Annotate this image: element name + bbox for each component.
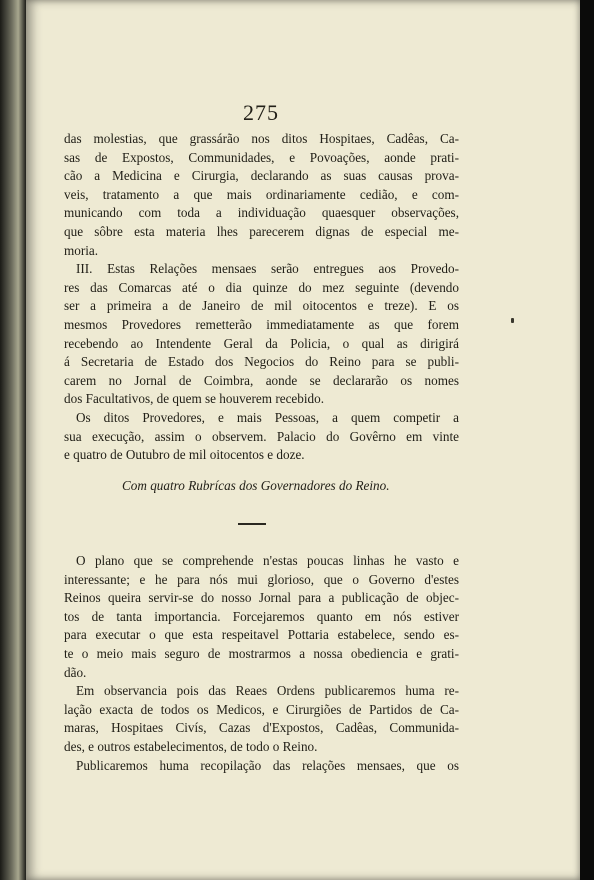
text-line: Publicaremos huma recopilação das relações mensaes, que os: [76, 757, 459, 773]
text-line: sas de Expostos, Communidades, e Povoações, aonde prati-: [64, 149, 459, 165]
text-line: ser a primeira a de Janeiro de mil oitocentos e treze). E os: [64, 298, 459, 314]
text-line: III. Estas Relações mensaes serão entregues aos Provedo-: [76, 261, 459, 277]
text-line: O plano que se comprehende n'estas poucas linhas he vasto e: [76, 553, 459, 568]
text-line: das molestias, que grassárão nos ditos Hospitaes, Cadêas, Ca-: [64, 131, 459, 146]
book-page: [26, 0, 580, 880]
text-line: des, e outros estabelecimentos, de todo o Reino.: [64, 738, 318, 754]
ink-spot: [511, 318, 514, 323]
text-line: cão a Medicina e Cirurgia, declarando as suas causas prova-: [64, 168, 459, 184]
text-line: e quatro de Outubro de mil oitocentos e doze.: [64, 447, 305, 463]
text-line: municando com toda a individuação quaesquer observações,: [64, 205, 459, 221]
text-line: Em observancia pois das Reaes Ordens publicaremos huma re-: [76, 683, 459, 699]
text-line: moria.: [64, 242, 99, 258]
text-line: para executar o que esta respeitavel Pottaria estabelece, sendo es-: [64, 627, 459, 643]
text-line: dos Facultativos, de quem se houverem recebido.: [64, 391, 325, 407]
text-line: sua execução, assim o observem. Palacio do Govêrno em vinte: [64, 428, 459, 444]
text-line: te o meio mais seguro de mostrarmos a nossa obediencia e grati-: [64, 645, 459, 661]
editorial-text-block: [64, 552, 459, 775]
text-line: maras, Hospitaes Civís, Cazas d'Expostos, Cadêas, Communida-: [64, 720, 459, 736]
text-line: que sôbre esta materia lhes parecerem dignas de especial me-: [64, 223, 459, 239]
text-line: dão.: [64, 664, 87, 680]
signature-line: Com quatro Rubrícas dos Governadores do Reino.: [122, 478, 390, 493]
text-line: lação exacta de todos os Medicos, e Cirurgiões de Partidos de Ca-: [64, 701, 459, 717]
decree-text-block: [64, 130, 459, 465]
text-line: á Secretaria de Estado dos Negocios do Reino para se publi-: [64, 354, 459, 370]
facing-page-edge: [0, 0, 26, 880]
text-line: Os ditos Provedores, e mais Pessoas, a quem competir a: [76, 409, 459, 425]
text-line: mesmos Provedores remetterão immediatamente as que forem: [64, 316, 459, 332]
text-line: interessante; e he para nós mui glorioso, que o Governo d'estes: [64, 571, 459, 587]
text-line: Reinos queira servir-se do nosso Jornal para a publicação de objec-: [64, 590, 459, 606]
text-line: recebendo ao Intendente Geral da Policia, o qual as dirigirá: [64, 335, 459, 351]
page-number: 275: [243, 100, 279, 125]
text-line: carem no Jornal de Coimbra, aonde se declararão os nomes: [64, 372, 459, 388]
text-line: veis, tratamento a que mais ordinariamente cedião, e com-: [64, 186, 459, 202]
text-line: tos de tanta importancia. Forcejaremos quanto em nós estiver: [64, 608, 459, 624]
text-line: res das Comarcas até o dia quinze do mez seguinte (devendo: [64, 279, 459, 295]
section-divider: [238, 523, 266, 525]
